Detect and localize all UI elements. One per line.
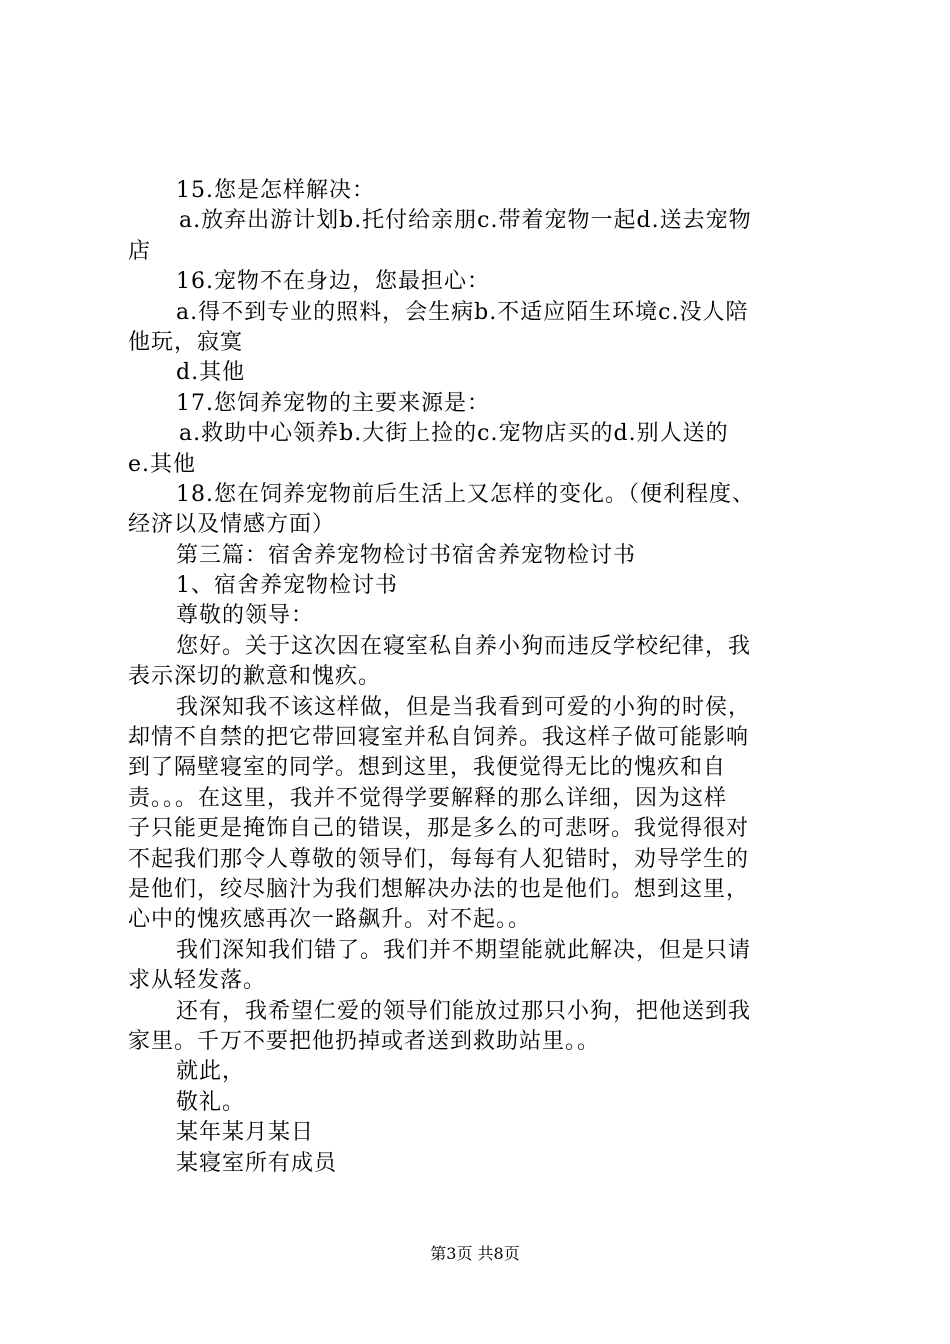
section-heading: 第三篇：宿舍养宠物检讨书宿舍养宠物检讨书	[176, 542, 637, 568]
paragraph-line: 我深知我不该这样做，但是当我看到可爱的小狗的时侯，	[176, 694, 752, 720]
paragraph-line: 表示深切的歉意和愧疚。	[128, 664, 382, 690]
question-17: 17.您饲养宠物的主要来源是：	[176, 390, 490, 416]
paragraph-line: 到了隔壁寝室的同学。想到这里，我便觉得无比的愧疚和自	[128, 755, 727, 781]
document-body	[128, 176, 832, 1179]
question-18-cont: 经济以及情感方面）	[128, 512, 336, 538]
question-15-options-cont: 店	[128, 238, 152, 264]
paragraph-line: 却情不自禁的把它带回寝室并私自饲养。我这样子做可能影响	[128, 725, 750, 751]
paragraph-line: 我们深知我们错了。我们并不期望能就此解决，但是只请	[176, 937, 752, 963]
paragraph-line: 子只能更是掩饰自己的错误，那是多么的可悲呀。我觉得很对	[128, 816, 750, 842]
question-15-options: a.放弃出游计划b.托付给亲朋c.带着宠物一起d.送去宠物	[179, 208, 752, 234]
question-17-options-cont: e.其他	[128, 451, 197, 477]
signature-date: 某年某月某日	[176, 1120, 315, 1146]
paragraph-line: 您好。关于这次因在寝室私自养小狗而违反学校纪律，我	[176, 633, 752, 659]
paragraph-line: 是他们，绞尽脑汁为我们想解决办法的也是他们。想到这里，	[128, 876, 750, 902]
closing-line: 就此，	[176, 1059, 246, 1085]
subsection-heading: 1、宿舍养宠物检讨书	[176, 573, 398, 599]
paragraph-line: 求从轻发落。	[128, 968, 267, 994]
question-16: 16.宠物不在身边，您最担心：	[176, 269, 490, 295]
salutation: 尊敬的领导：	[176, 603, 315, 629]
paragraph-line: 还有，我希望仁爱的领导们能放过那只小狗，把他送到我	[176, 998, 752, 1024]
paragraph-line: 责。。。在这里，我并不觉得学要解释的那么详细，因为这样	[128, 785, 728, 811]
signature-name: 某寝室所有成员	[176, 1150, 338, 1176]
paragraph-line: 心中的愧疚感再次一路飙升。对不起。。	[128, 907, 532, 933]
question-17-options: a.救助中心领养b.大街上捡的c.宠物店买的d.别人送的	[179, 421, 729, 447]
question-15: 15.您是怎样解决：	[176, 178, 375, 203]
question-16-option-d: d.其他	[176, 360, 246, 386]
question-18: 18.您在饲养宠物前后生活上又怎样的变化。（便利程度、	[176, 481, 755, 507]
question-16-options-cont: 他玩，寂寞	[128, 329, 244, 355]
paragraph-line: 不起我们那令人尊敬的领导们，每每有人犯错时，劝导学生的	[128, 846, 750, 872]
page-number: 第3页 共8页	[430, 1244, 520, 1263]
paragraph-line: 家里。千万不要把他扔掉或者送到救助站里。。	[128, 1028, 601, 1054]
question-16-options: a.得不到专业的照料，会生病b.不适应陌生环境c.没人陪	[176, 299, 749, 325]
closing-regards: 敬礼。	[176, 1089, 246, 1115]
